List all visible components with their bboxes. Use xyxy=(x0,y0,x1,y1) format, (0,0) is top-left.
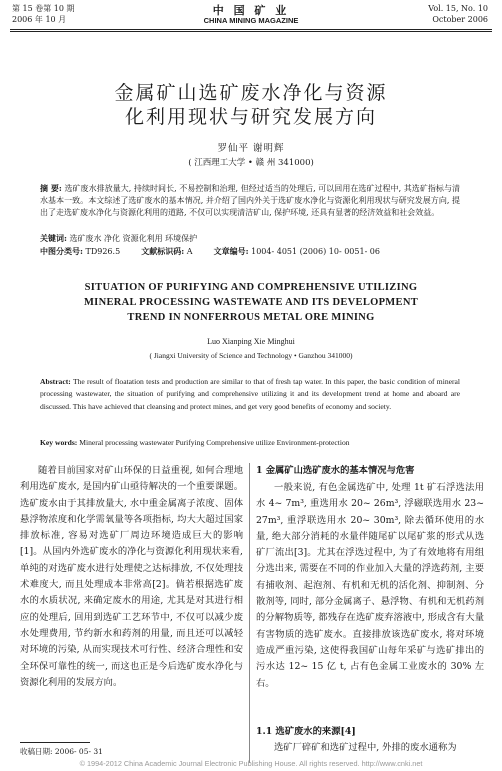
art-value: 1004- 4051 (2006) 10- 0051- 06 xyxy=(251,247,380,256)
volume-en: Vol. 15, No. 10 xyxy=(428,4,488,13)
affiliation-cn: ( 江西理工大学 • 赣 州 341000) xyxy=(188,158,314,168)
art-label: 文章编号: xyxy=(213,246,249,256)
keywords-cn-label: 关键词: xyxy=(40,233,67,243)
abstract-cn-label: 摘 要: xyxy=(40,183,62,193)
section-1-heading: 1 金属矿山选矿废水的基本情况与危害 xyxy=(256,465,415,476)
column-divider xyxy=(249,463,250,763)
issue-number: 第 15 卷第 10 期 xyxy=(12,4,75,13)
keywords-en xyxy=(40,437,460,449)
abstract-en-text: The result of floatation tests and production are similar to that of fresh tap water. In this paper, the basic condition of mineral processing wastewater, the situation of purifying and comprehensive utilizing it and its development trend at home and aboard are discussed. This have achieved that cleansing and protect mines, and get very good benefits of economy and society. xyxy=(40,377,460,411)
footnote-rule xyxy=(20,742,90,743)
title-line-1: 金属矿山选矿废水净化与资源 xyxy=(114,82,388,104)
copyright-footer: © 1994-2012 China Academic Journal Electronic Publishing House. All rights reserved. http://www.cnki.net xyxy=(79,759,423,768)
cls-label: 中图分类号: xyxy=(40,246,83,256)
doc-label: 文献标识码: xyxy=(141,246,185,256)
classification-line xyxy=(40,245,470,258)
right-column-paragraph: 一般来说, 有色金属选矿中, 处理 1t 矿石浮选法用水 4~ 7m³, 重选用水 20~ 26m³, 浮磁联选用水 23~ 27m³, 重浮联选用水 20~ 30m³, 除去循环使用的水量, 绝大部分消耗的水量伴随尾矿以尾矿浆的形式从选矿厂流出[3]。尤其在浮选过程中, 为了有效地将有用组分选出来, 需要在不同的作业加入大量的浮选药剂, 主要有捕收剂、起泡剂、有机和无机的活化剂、抑制剂、分散剂等, 同时, 部分金属离子、悬浮物、有机和无机药剂的分解物质等, 都残存在选矿废弃溶液中, 形成含有大量有害物质的选矿废水。直接排放该选矿废水, 将对环境造成严重污染, 这使得我国矿山每年采矿与选矿排出的污水达 12~ 15 亿 t, 占有色金属工业废水的 30% 左右。 xyxy=(256,482,484,689)
affiliation-en: ( Jiangxi University of Science and Technology • Ganzhou 341000) xyxy=(149,351,353,360)
title-line-2: 化利用现状与研究发展方向 xyxy=(124,106,377,128)
title-en-line-2: MINERAL PROCESSING WASTEWATE AND ITS DEVELOPMENT xyxy=(83,297,419,308)
issue-date-en: October 2006 xyxy=(432,15,488,24)
left-column-paragraph: 随着目前国家对矿山环保的日益重视, 如何合理地利用选矿废水, 是国内矿山亟待解决的一个重要课题。选矿废水由于其排放量大, 水中重金属离子浓度、固体悬浮物浓度和化学需氧量等各项指标, 均大大超过国家排放标准, 容易对选矿厂周边环境造成巨大的影响[1]。从国内外选矿废水的净化与资源化利用现状来看, 单纯的对选矿废水进行处理使之达标排放, 不仅处理技术难度大, 而且处理成本非常高[2]。倘若根据选矿废水的水质状况, 来确定废水的用途, 尤其是对其进行相应的处理后, 回用到选矿工艺环节中, 不仅可以减少废水处理费用, 节约新水和药剂的用量, 而且还可以减轻对环境的污染, 从而实现技术可行性、经济合理性和安全环保可靠性的统一, 而这也正是今后选矿废水净化与资源化利用的发展方向。 xyxy=(20,465,243,688)
cls-value: TD926.5 xyxy=(85,247,121,256)
title-en-line-1: SITUATION OF PURIFYING AND COMPREHENSIVE UTILIZING xyxy=(84,282,418,293)
keywords-en-label: Key words: xyxy=(40,438,78,447)
title-en-line-3: TREND IN NONFERROUS METAL ORE MINING xyxy=(127,312,375,323)
authors-cn: 罗仙平 谢明辉 xyxy=(217,143,285,154)
abstract-cn xyxy=(40,182,460,220)
keywords-en-text: Mineral processing wastewater Purifying Comprehensive utilize Environment-protection xyxy=(79,438,350,447)
journal-name-en: CHINA MINING MAGAZINE xyxy=(203,16,299,25)
right-column-paragraph-2: 选矿厂碎矿和选矿过程中, 外排的废水通称为 xyxy=(274,742,457,753)
journal-name-cn: 中 国 矿 业 xyxy=(212,4,290,17)
abstract-en-label: Abstract: xyxy=(40,377,71,386)
header-rule-2 xyxy=(10,31,492,32)
keywords-cn xyxy=(40,232,460,245)
header-rule xyxy=(10,29,492,30)
authors-en: Luo Xianping Xie Minghui xyxy=(207,337,295,346)
keywords-cn-text: 选矿废水 净化 资源化利用 环境保护 xyxy=(69,234,198,243)
received-date: 收稿日期: 2006- 05- 31 xyxy=(20,747,103,756)
issue-date-cn: 2006 年 10 月 xyxy=(12,15,67,24)
abstract-en xyxy=(40,376,460,413)
subsection-1-1-heading: 1.1 选矿废水的来源[4] xyxy=(256,726,356,737)
abstract-cn-text: 选矿废水排放量大, 持续时间长, 不易控制和治理, 但经过适当的处理后, 可以回用在选矿过程中, 其选矿指标与清水基本一致。本文综述了选矿废水的基本情况, 并介绍了国内外关于选矿废水净化与资源化利用现状与研究发展方向, 提出了走选矿废水净化与资源化利用的道路, 不仅可以实现清洁矿山, 保护环境, 还具有显著的经济效益和社会效益。 xyxy=(40,184,460,218)
doc-value: A xyxy=(186,247,193,256)
